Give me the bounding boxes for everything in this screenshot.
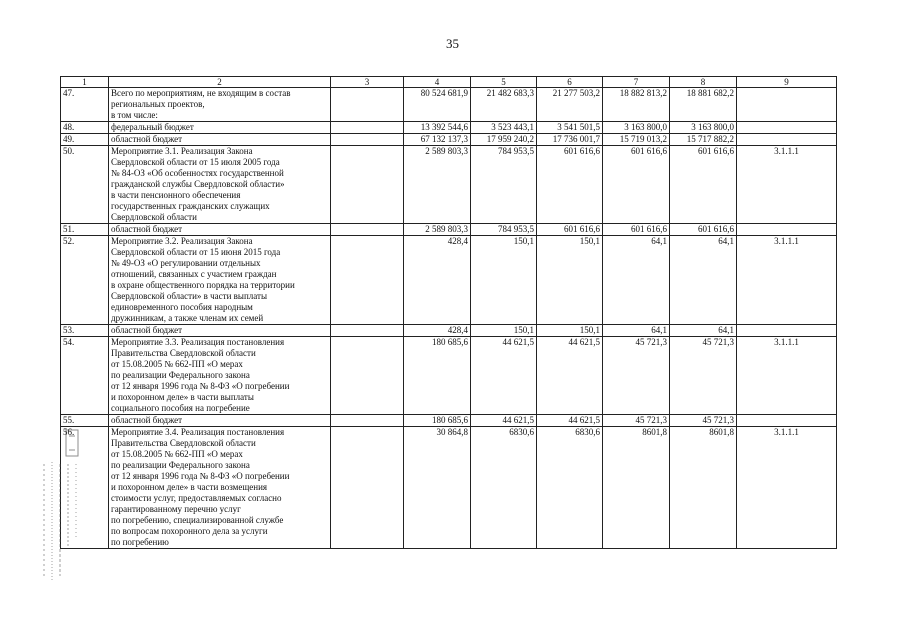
col-5-value: 6830,6: [471, 427, 537, 549]
col-8-value: 64,1: [670, 325, 737, 337]
col-8-value: 64,1: [670, 236, 737, 325]
row-number: 56.: [61, 427, 109, 549]
col-4-total: 13 392 544,6: [404, 122, 471, 134]
header-cell: 3: [331, 77, 404, 88]
col-6-value: 21 277 503,2: [537, 88, 603, 122]
header-cell: 6: [537, 77, 603, 88]
header-cell: 8: [670, 77, 737, 88]
col-5-value: 150,1: [471, 236, 537, 325]
col-8-value: 3 163 800,0: [670, 122, 737, 134]
col-6-value: 44 621,5: [537, 415, 603, 427]
col-6-value: 17 736 001,7: [537, 134, 603, 146]
col-5-value: 3 523 443,1: [471, 122, 537, 134]
row-number: 52.: [61, 236, 109, 325]
row-number: 53.: [61, 325, 109, 337]
col-8-value: 18 881 682,2: [670, 88, 737, 122]
table-row: [61, 134, 837, 146]
header-cell: 9: [737, 77, 837, 88]
col-8-value: 8601,8: [670, 427, 737, 549]
col-6-value: 3 541 501,5: [537, 122, 603, 134]
budget-table: [60, 76, 837, 549]
col-5-value: 44 621,5: [471, 415, 537, 427]
page-number: 35: [446, 36, 459, 51]
col-7-value: 64,1: [603, 325, 670, 337]
target-code: [737, 88, 837, 122]
col-3-value: [331, 337, 404, 415]
col-3-value: [331, 325, 404, 337]
item-name: Мероприятие 3.4. Реализация постановления Правительства Свердловской области от 15.08.2005 № 662-ПП «О мерах по реализации Федерального закона от 12 января 1996 года № 8-ФЗ «О погребении и похоронном деле» в части возмещения стоимости услуг, предоставляемых согласно гарантированному перечню услуг по погребению, специализированной службе по вопросам похоронного дела за услуги по погребению: [109, 427, 331, 549]
col-6-value: 150,1: [537, 325, 603, 337]
col-7-value: 18 882 813,2: [603, 88, 670, 122]
target-code: 3.1.1.1: [737, 146, 837, 224]
table-row: [61, 427, 837, 549]
col-4-total: 180 685,6: [404, 415, 471, 427]
header-row: [61, 77, 837, 88]
target-code: 3.1.1.1: [737, 427, 837, 549]
col-3-value: [331, 88, 404, 122]
item-name: Всего по мероприятиям, не входящим в состав региональных проектов, в том числе:: [109, 88, 331, 122]
item-name: Мероприятие 3.3. Реализация постановления Правительства Свердловской области от 15.08.2005 № 662-ПП «О мерах по реализации Федерального закона от 12 января 1996 года № 8-ФЗ «О погребении и похоронном деле» в части выплаты социального пособия на погребение: [109, 337, 331, 415]
col-5-value: 17 959 240,2: [471, 134, 537, 146]
col-3-value: [331, 134, 404, 146]
row-number: 54.: [61, 337, 109, 415]
col-8-value: 15 717 882,2: [670, 134, 737, 146]
col-4-total: 2 589 803,3: [404, 146, 471, 224]
col-5-value: 784 953,5: [471, 224, 537, 236]
table-row: [61, 224, 837, 236]
target-code: 3.1.1.1: [737, 236, 837, 325]
item-name: Мероприятие 3.1. Реализация Закона Свердловской области от 15 июля 2005 года № 84-ОЗ «Об особенностях государственной гражданской службы Свердловской области» в части пенсионного обеспечения государственных гражданских служащих Свердловской области: [109, 146, 331, 224]
row-number: 47.: [61, 88, 109, 122]
target-code: [737, 415, 837, 427]
item-name: федеральный бюджет: [109, 122, 331, 134]
col-6-value: 44 621,5: [537, 337, 603, 415]
row-number: 51.: [61, 224, 109, 236]
header-cell: 7: [603, 77, 670, 88]
col-4-total: 428,4: [404, 236, 471, 325]
col-7-value: 15 719 013,2: [603, 134, 670, 146]
row-number: 55.: [61, 415, 109, 427]
table-row: [61, 325, 837, 337]
item-name: Мероприятие 3.2. Реализация Закона Свердловской области от 15 июня 2015 года № 49-ОЗ «О регулировании отдельных отношений, связанных с участием граждан в охране общественного порядка на территории Свердловской области» в части выплаты единовременного пособия народным дружинникам, а также членам их семей: [109, 236, 331, 325]
row-number: 49.: [61, 134, 109, 146]
col-3-value: [331, 427, 404, 549]
col-5-value: 150,1: [471, 325, 537, 337]
col-3-value: [331, 146, 404, 224]
col-8-value: 45 721,3: [670, 415, 737, 427]
item-name: областной бюджет: [109, 224, 331, 236]
col-3-value: [331, 224, 404, 236]
col-4-total: 30 864,8: [404, 427, 471, 549]
col-7-value: 45 721,3: [603, 415, 670, 427]
table-row: [61, 415, 837, 427]
col-7-value: 601 616,6: [603, 224, 670, 236]
header-cell: 2: [109, 77, 331, 88]
table-row: [61, 236, 837, 325]
col-4-total: 428,4: [404, 325, 471, 337]
header-cell: 1: [61, 77, 109, 88]
row-number: 48.: [61, 122, 109, 134]
col-3-value: [331, 236, 404, 325]
row-number: 50.: [61, 146, 109, 224]
col-8-value: 45 721,3: [670, 337, 737, 415]
item-name: областной бюджет: [109, 134, 331, 146]
item-name: областной бюджет: [109, 415, 331, 427]
col-6-value: 150,1: [537, 236, 603, 325]
col-3-value: [331, 122, 404, 134]
col-7-value: 64,1: [603, 236, 670, 325]
col-5-value: 21 482 683,3: [471, 88, 537, 122]
header-cell: 5: [471, 77, 537, 88]
table-row: [61, 337, 837, 415]
col-5-value: 784 953,5: [471, 146, 537, 224]
col-7-value: 8601,8: [603, 427, 670, 549]
registration-stamp: [38, 428, 82, 588]
target-code: 3.1.1.1: [737, 337, 837, 415]
table-row: [61, 146, 837, 224]
col-7-value: 45 721,3: [603, 337, 670, 415]
col-3-value: [331, 415, 404, 427]
item-name: областной бюджет: [109, 325, 331, 337]
col-6-value: 6830,6: [537, 427, 603, 549]
col-8-value: 601 616,6: [670, 146, 737, 224]
col-4-total: 2 589 803,3: [404, 224, 471, 236]
header-cell: 4: [404, 77, 471, 88]
col-6-value: 601 616,6: [537, 146, 603, 224]
target-code: [737, 224, 837, 236]
target-code: [737, 325, 837, 337]
col-4-total: 80 524 681,9: [404, 88, 471, 122]
col-8-value: 601 616,6: [670, 224, 737, 236]
col-4-total: 180 685,6: [404, 337, 471, 415]
target-code: [737, 134, 837, 146]
target-code: [737, 122, 837, 134]
col-7-value: 601 616,6: [603, 146, 670, 224]
col-6-value: 601 616,6: [537, 224, 603, 236]
col-5-value: 44 621,5: [471, 337, 537, 415]
table-row: [61, 122, 837, 134]
col-7-value: 3 163 800,0: [603, 122, 670, 134]
col-4-total: 67 132 137,3: [404, 134, 471, 146]
table-row: [61, 88, 837, 122]
